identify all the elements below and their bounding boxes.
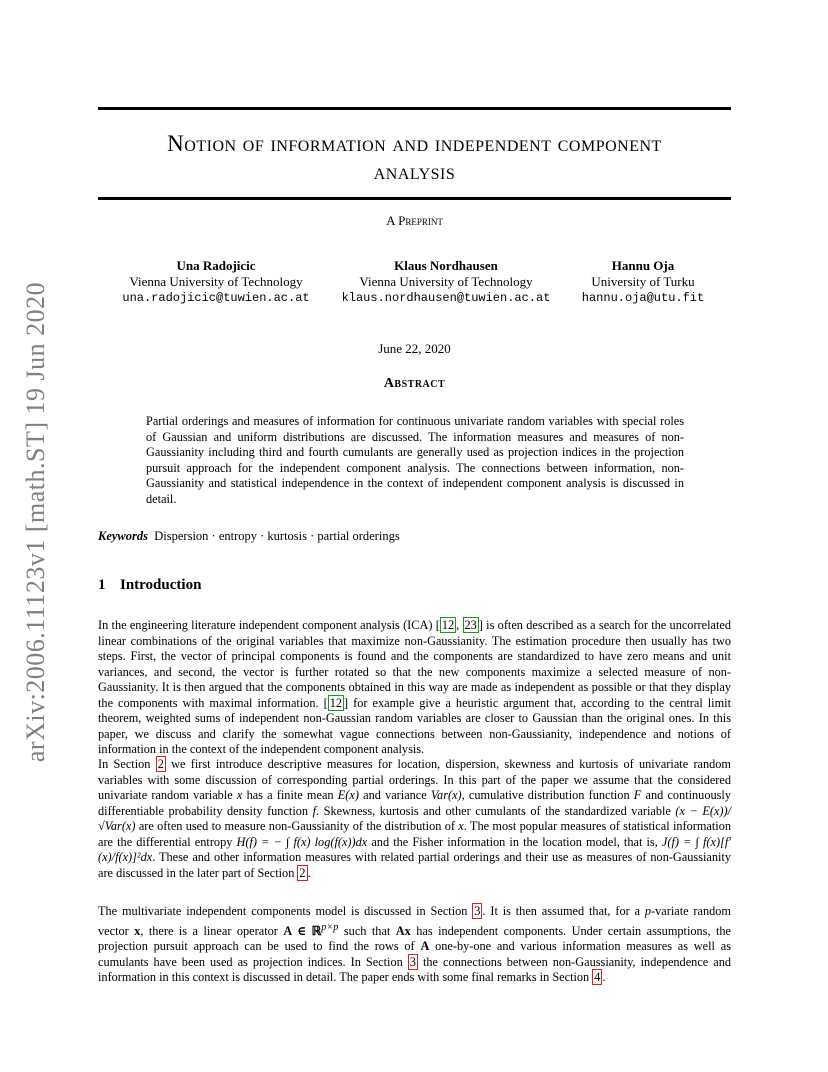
- text-span: , there is a linear operator: [140, 923, 284, 938]
- text-span: one-by-one and various information measures as well as cumulants have been used as projection indices. In Section: [98, 939, 731, 969]
- math-inline: (x − E(x))/√Var(x): [98, 803, 731, 833]
- text-span: ,: [456, 618, 463, 632]
- paragraph-3: [98, 904, 731, 986]
- abstract-heading: Abstract: [383, 376, 446, 391]
- math-inline: A ∈ ℝ: [283, 923, 322, 938]
- paper-title: [98, 130, 731, 186]
- publication-date: June 22, 2020: [378, 341, 451, 356]
- section-link[interactable]: 4: [594, 970, 601, 985]
- section-link[interactable]: 3: [409, 954, 416, 969]
- text-span: and the Fisher information in the location model, that is,: [367, 834, 662, 849]
- math-inline: A: [420, 939, 430, 954]
- math-inline: x: [134, 923, 141, 938]
- text-span: has independent components. Under certain assumptions, the projection pursuit approach can be used to find the rows of: [98, 923, 732, 954]
- author-email[interactable]: hannu.oja@utu.fit: [581, 291, 705, 305]
- keywords-list: Dispersion · entropy · kurtosis · partial orderings: [154, 529, 400, 543]
- text-span: ] is often described as a search for the uncorrelated linear combinations of the original variables that maximize non-Gaussianity. The estimation procedure then usually has two steps. First, the vector of principal components is found and the components are standardized to have zero means and unit variances, and second, the vector is further rotated so that the new components maximize a selected measure of non-Gaussianity. It is then argued that the components obtained in this way are made as independent as possible or that they display the components with maximal information. [: [98, 618, 731, 710]
- arxiv-identifier: arXiv:2006.11123v1 [math.ST] 19 Jun 2020: [21, 281, 51, 763]
- author-email[interactable]: klaus.nordhausen@tuwien.ac.at: [341, 291, 551, 305]
- text-span: .: [602, 970, 606, 985]
- math-inline: H(f) = − ∫ f(x) log(f(x))dx: [236, 834, 368, 849]
- keywords-label: Keywords: [98, 529, 148, 543]
- author-name: Klaus Nordhausen: [394, 258, 498, 273]
- text-span: has a finite mean: [242, 788, 338, 802]
- text-span: such that: [338, 923, 396, 938]
- text-span: ] for example give a heuristic argument that, according to the central limit theorem, weighted sums of independent non-Gaussian random variables are closer to Gaussian than the original ones. In this paper, we discuss and clarify the somewhat vague connections between non-Gaussianity, independence and notions of information in the context of the independent component analysis.: [98, 695, 731, 756]
- math-inline: Var(x): [430, 788, 462, 802]
- text-span: . These and other information measures with related partial orderings and their use as measures of non-Gaussianity are discussed in the later part of Section: [98, 850, 731, 880]
- arxiv-stamp: [18, 272, 54, 772]
- author-affiliation: Vienna University of Technology: [129, 274, 303, 289]
- text-span: are often used to measure non-Gaussianity of the distribution of: [135, 819, 459, 833]
- math-inline: x: [236, 788, 243, 802]
- math-inline: E(x): [337, 788, 359, 802]
- citation-link[interactable]: 23: [464, 618, 477, 632]
- math-inline: p: [644, 904, 652, 918]
- section-title: Introduction: [120, 577, 202, 593]
- math-inline: f: [312, 803, 316, 818]
- section-link[interactable]: 2: [299, 865, 306, 880]
- text-span: . It is then assumed that, for a: [482, 904, 645, 918]
- text-span: the connections between non-Gaussianity, independence and information in this context is discussed in detail. The paper ends with some final remarks in Section: [98, 954, 732, 985]
- math-inline: F: [633, 788, 642, 802]
- abstract-text: Partial orderings and measures of information for continuous univariate random variables with special roles of Gaussian and uniform distributions are discussed. The information measures and measures of non-Gaussianity including third and fourth cumulants are generally used as projection indices in the projection pursuit approach for the independent component analysis. The connections between information, non-Gaussianity and statistical independence in the context of independent component analysis is discussed in detail.: [146, 414, 684, 506]
- text-span: The multivariate independent components model is discussed in Section: [98, 904, 473, 918]
- text-span: In the engineering literature independent component analysis (ICA) [: [98, 618, 440, 632]
- math-inline: x: [458, 819, 464, 833]
- keywords: [98, 529, 731, 544]
- author-name: Hannu Oja: [611, 258, 675, 273]
- title-rule-bottom: [98, 197, 731, 200]
- paragraph-2: [98, 757, 731, 881]
- math-superscript: p×p: [321, 921, 339, 933]
- text-span: .: [307, 865, 311, 880]
- citation-link[interactable]: 12: [441, 618, 455, 632]
- text-span: -variate random vector: [98, 904, 731, 938]
- math-inline: J(f) = ∫ f(x)[f′(x)/f(x)]²dx: [98, 834, 731, 864]
- preprint-label: A Preprint: [386, 213, 443, 228]
- citation-link[interactable]: 12: [329, 695, 343, 710]
- author-2: [336, 258, 556, 306]
- section-number: 1: [98, 577, 106, 593]
- author-name: Una Radojicic: [176, 258, 256, 273]
- title-line-2: analysis: [373, 159, 456, 184]
- section-link[interactable]: 2: [157, 757, 164, 771]
- title-rule-top: [98, 107, 731, 110]
- author-email[interactable]: una.radojicic@tuwien.ac.at: [122, 291, 310, 305]
- text-span: we first introduce descriptive measures for location, dispersion, skewness and kurtosis of univariate random variables with some discussion of corresponding partial orderings. In this part of the paper we assume that the considered univariate random variable: [98, 757, 732, 802]
- section-heading: [98, 577, 201, 594]
- section-link[interactable]: 3: [474, 904, 481, 918]
- text-span: In Section: [98, 757, 156, 771]
- title-line-1: Notion of information and independent component: [167, 131, 662, 156]
- paragraph-1: [98, 618, 731, 758]
- text-span: and continuously differentiable probability density function: [98, 788, 731, 818]
- math-inline: Ax: [395, 923, 411, 938]
- author-1: [118, 258, 314, 306]
- author-affiliation: University of Turku: [591, 274, 695, 289]
- text-span: . Skewness, kurtosis and other cumulants of the standardized variable: [316, 803, 676, 818]
- author-3: [572, 258, 714, 306]
- text-span: and variance: [358, 788, 431, 802]
- author-affiliation: Vienna University of Technology: [359, 274, 533, 289]
- text-span: , cumulative distribution function: [461, 788, 634, 802]
- text-span: . The most popular measures of statistical information are the differential entropy: [98, 819, 732, 849]
